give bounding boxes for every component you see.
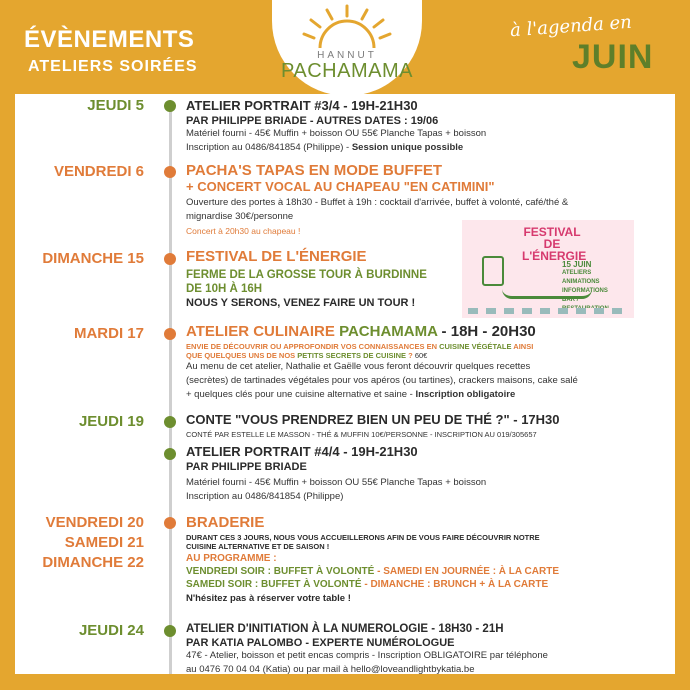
plug-icon xyxy=(502,286,592,299)
intro-text: ? xyxy=(406,351,415,360)
timeline-dot xyxy=(164,448,176,460)
event-line: 47€ - Atelier, boisson et petit encas compris - Inscription OBLIGATOIRE par téléphone xyxy=(186,650,548,661)
event-line: FERME DE LA GROSSE TOUR À BURDINNE xyxy=(186,269,427,281)
event-line: Ouverture des portes à 18h30 - Buffet à 19h : cocktail d'arrivée, buffet à volonté, café/thé & xyxy=(186,197,569,208)
event-text-bold: Inscription obligatoire xyxy=(415,389,516,400)
event-line: Concert à 20h30 au chapeau ! xyxy=(186,226,301,236)
page-title: ÉVÈNEMENTS xyxy=(24,26,195,53)
intro-text: QUE QUELQUES UNS DE NOS xyxy=(186,351,298,360)
event-subtitle: PAR KATIA PALOMBO - EXPERTE NUMÉROLOGUE xyxy=(186,637,455,649)
event-title xyxy=(186,323,656,340)
agenda-script: à l'agenda en xyxy=(509,11,633,42)
battery-icon xyxy=(482,256,504,286)
intro-text: ENVIE DE DÉCOUVRIR OU APPROFONDIR VOS CONNAISSANCES EN xyxy=(186,342,440,351)
event-title: ATELIER D'INITIATION À LA NUMEROLOGIE - 18H30 - 21H xyxy=(186,623,504,635)
intro-green: CUISINE VÉGÉTALE xyxy=(439,342,512,351)
event-title-2: + CONCERT VOCAL AU CHAPEAU "EN CATIMINI" xyxy=(186,179,495,194)
event-day: DIMANCHE 15 xyxy=(42,250,144,267)
sponsor-logos xyxy=(468,308,628,314)
intro-green: PETITS SECRETS DE CUISINE xyxy=(297,351,407,360)
event-day: VENDREDI 20 xyxy=(45,514,144,531)
event-day: SAMEDI 21 xyxy=(64,534,144,551)
event-line: (secrètes) de tartinades végétales pour vos apéros (ou tartines), crackers maisons, cake salé xyxy=(186,375,578,386)
event-day: MARDI 17 xyxy=(73,325,144,342)
event-title: PACHA'S TAPAS EN MODE BUFFET xyxy=(186,162,443,179)
timeline-line xyxy=(169,104,172,674)
event-text-bold: Session unique possible xyxy=(351,142,464,153)
event-subtitle: PAR PHILIPPE BRIADE xyxy=(186,461,307,473)
event-line: Inscription au 0486/841854 (Philippe) xyxy=(186,491,344,502)
poster-date-text: 15 JUIN xyxy=(562,260,592,269)
program-line xyxy=(186,566,646,577)
event-numerologie xyxy=(186,623,646,677)
event-title: ATELIER PORTRAIT #3/4 - 19H-21H30 xyxy=(186,98,418,113)
program-green: SAMEDI SOIR : BUFFET À VOLONTÉ xyxy=(186,579,362,590)
program-line xyxy=(186,579,646,590)
timeline-dot xyxy=(164,166,176,178)
event-atelier-portrait-3 xyxy=(186,98,646,155)
event-price: 60€ xyxy=(414,351,428,360)
event-day: JEUDI 24 xyxy=(78,622,144,639)
logo-small-text: HANNUT xyxy=(317,50,377,61)
timeline-dot xyxy=(164,328,176,340)
event-title: BRADERIE xyxy=(186,514,265,531)
event-title: ATELIER PORTRAIT #4/4 - 19H-21H30 xyxy=(186,444,418,459)
event-braderie xyxy=(186,514,646,604)
event-line: DE 10H À 16H xyxy=(186,283,263,295)
timeline-dot xyxy=(164,416,176,428)
event-day: JEUDI 19 xyxy=(78,413,144,430)
poster-title: FESTIVAL DE L'ÉNERGIE xyxy=(522,225,587,263)
event-title: CONTE "VOUS PRENDREZ BIEN UN PEU DE THÉ ?" - 17H30 xyxy=(186,412,560,427)
month-title: JUIN xyxy=(572,38,654,76)
event-atelier-culinaire xyxy=(186,323,656,402)
poster-lines: ATELIERS ANIMATIONS INFORMATIONS BAR / xyxy=(562,270,608,303)
event-atelier-portrait-4 xyxy=(186,444,646,504)
event-line: mignardise 30€/personne xyxy=(186,211,294,222)
event-day: JEUDI 5 xyxy=(87,97,144,114)
program-line: N'hésitez pas à réserver votre table ! xyxy=(186,593,351,604)
timeline-dot xyxy=(164,100,176,112)
timeline-dot xyxy=(164,253,176,265)
program-heading: AU PROGRAMME : xyxy=(186,553,277,564)
event-line: Matériel fourni - 45€ Muffin + boisson OU 55€ Planche Tapas + boisson xyxy=(186,128,487,139)
event-day: DIMANCHE 22 xyxy=(42,554,144,571)
event-line: CONTÉ PAR ESTELLE LE MASSON - THÉ & MUFFIN 10€/PERSONNE - INSCRIPTION AU 019/305657 xyxy=(186,430,537,439)
timeline-dot xyxy=(164,517,176,529)
program-orange: - SAMEDI EN JOURNÉE : À LA CARTE xyxy=(374,566,559,577)
event-line: CUISINE ALTERNATIVE ET DE SAISON ! xyxy=(186,542,330,551)
event-title: FESTIVAL DE L'ÉNERGIE xyxy=(186,248,367,265)
event-line: NOUS Y SERONS, VENEZ FAIRE UN TOUR ! xyxy=(186,297,416,309)
event-subtitle: PAR PHILIPPE BRIADE - AUTRES DATES : 19/06 xyxy=(186,115,439,127)
logo-name: PACHAMAMA xyxy=(281,60,413,82)
event-line: Matériel fourni - 45€ Muffin + boisson OU 55€ Planche Tapas + boisson xyxy=(186,477,487,488)
event-title-green: PACHAMAMA xyxy=(339,323,438,340)
event-conte xyxy=(186,412,666,439)
event-line: DURANT CES 3 JOURS, NOUS VOUS ACCUEILLERONS AFIN DE VOUS FAIRE DÉCOUVRIR NOTRE xyxy=(186,533,540,542)
intro-text: AINSI xyxy=(511,342,534,351)
timeline-dot xyxy=(164,625,176,637)
event-intro xyxy=(186,342,656,351)
event-line: Au menu de cet atelier, Nathalie et Gaëlle vous feront découvrir quelques recettes xyxy=(186,361,531,372)
event-day: VENDREDI 6 xyxy=(53,163,144,180)
event-line xyxy=(186,141,646,155)
program-orange: - DIMANCHE : BRUNCH + À LA CARTE xyxy=(361,579,549,590)
event-text: + quelques clés pour une cuisine alternative et saine - xyxy=(186,389,416,400)
event-intro xyxy=(186,351,656,360)
event-text: Inscription au 0486/841854 (Philippe) - xyxy=(186,142,352,153)
page-subtitle: ATELIERS SOIRÉES xyxy=(28,58,198,75)
event-line: au 0476 70 04 04 (Katia) ou par mail à hello@loveandlightbykatia.be xyxy=(186,664,475,675)
event-line xyxy=(186,388,656,402)
event-title-a: ATELIER CULINAIRE xyxy=(186,323,340,340)
program-green: VENDREDI SOIR : BUFFET À VOLONTÉ xyxy=(186,566,375,577)
festival-poster xyxy=(462,220,634,318)
event-title-time: - 18H - 20H30 xyxy=(437,323,536,340)
